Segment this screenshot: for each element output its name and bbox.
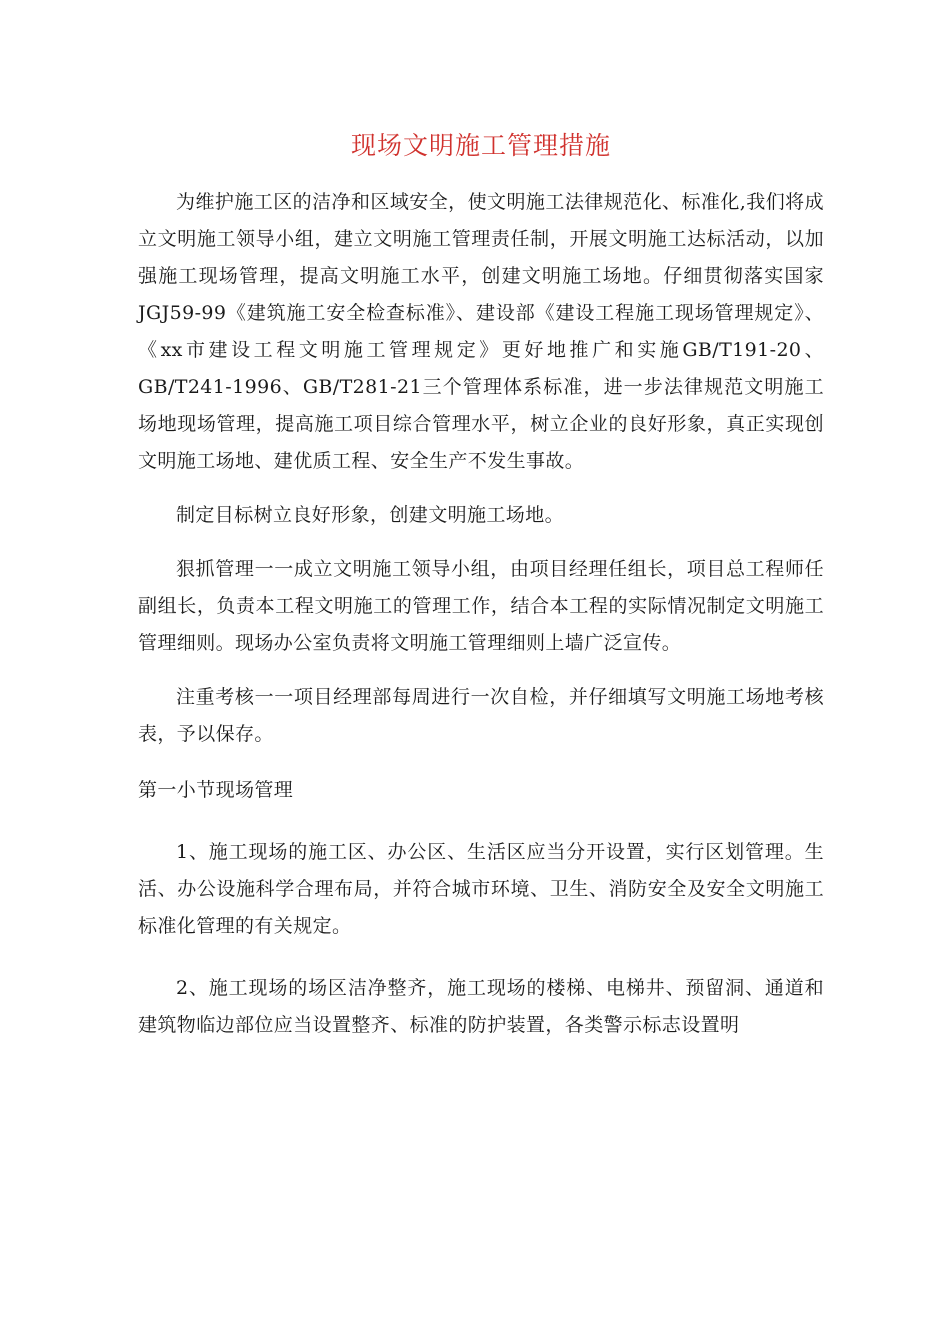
section-heading: 第一小节现场管理	[138, 779, 294, 801]
paragraph-item-1: 1、施工现场的施工区、办公区、生活区应当分开设置，实行区划管理。生活、办公设施科学合理布局，并符合城市环境、卫生、消防安全及安全文明施工标准化管理的有关规定。	[138, 841, 824, 937]
paragraph-assessment: 注重考核一一项目经理部每周进行一次自检，并仔细填写文明施工场地考核表，予以保存。	[138, 686, 824, 745]
paragraph-goal: 制定目标树立良好形象，创建文明施工场地。	[176, 504, 565, 526]
paragraph-management: 狠抓管理一一成立文明施工领导小组，由项目经理任组长，项目总工程师任副组长，负责本工程文明施工的管理工作，结合本工程的实际情况制定文明施工管理细则。现场办公室负责将文明施工管理细则上墙广泛宣传。	[138, 558, 824, 654]
document-title: 现场文明施工管理措施	[350, 131, 611, 160]
paragraph-item-2: 2、施工现场的场区洁净整齐，施工现场的楼梯、电梯井、预留洞、通道和建筑物临边部位应当设置整齐、标准的防护装置，各类警示标志设置明	[138, 977, 824, 1036]
paragraph-intro: 为维护施工区的洁净和区域安全，使文明施工法律规范化、标准化,我们将成立文明施工领导小组，建立文明施工管理责任制，开展文明施工达标活动，以加强施工现场管理，提高文明施工水平，创建文明施工场地。仔细贯彻落实国家JGJ59-99《建筑施工安全检查标准》、建设部《建设工程施工现场管理规定》、《xx市建设工程文明施工管理规定》更好地推广和实施GB/T191-20、GB/T241-1996、GB/T281-21三个管理体系标准，进一步法律规范文明施工场地现场管理，提高施工项目综合管理水平，树立企业的良好形象，真正实现创文明施工场地、建优质工程、安全生产不发生事故。	[138, 191, 824, 472]
